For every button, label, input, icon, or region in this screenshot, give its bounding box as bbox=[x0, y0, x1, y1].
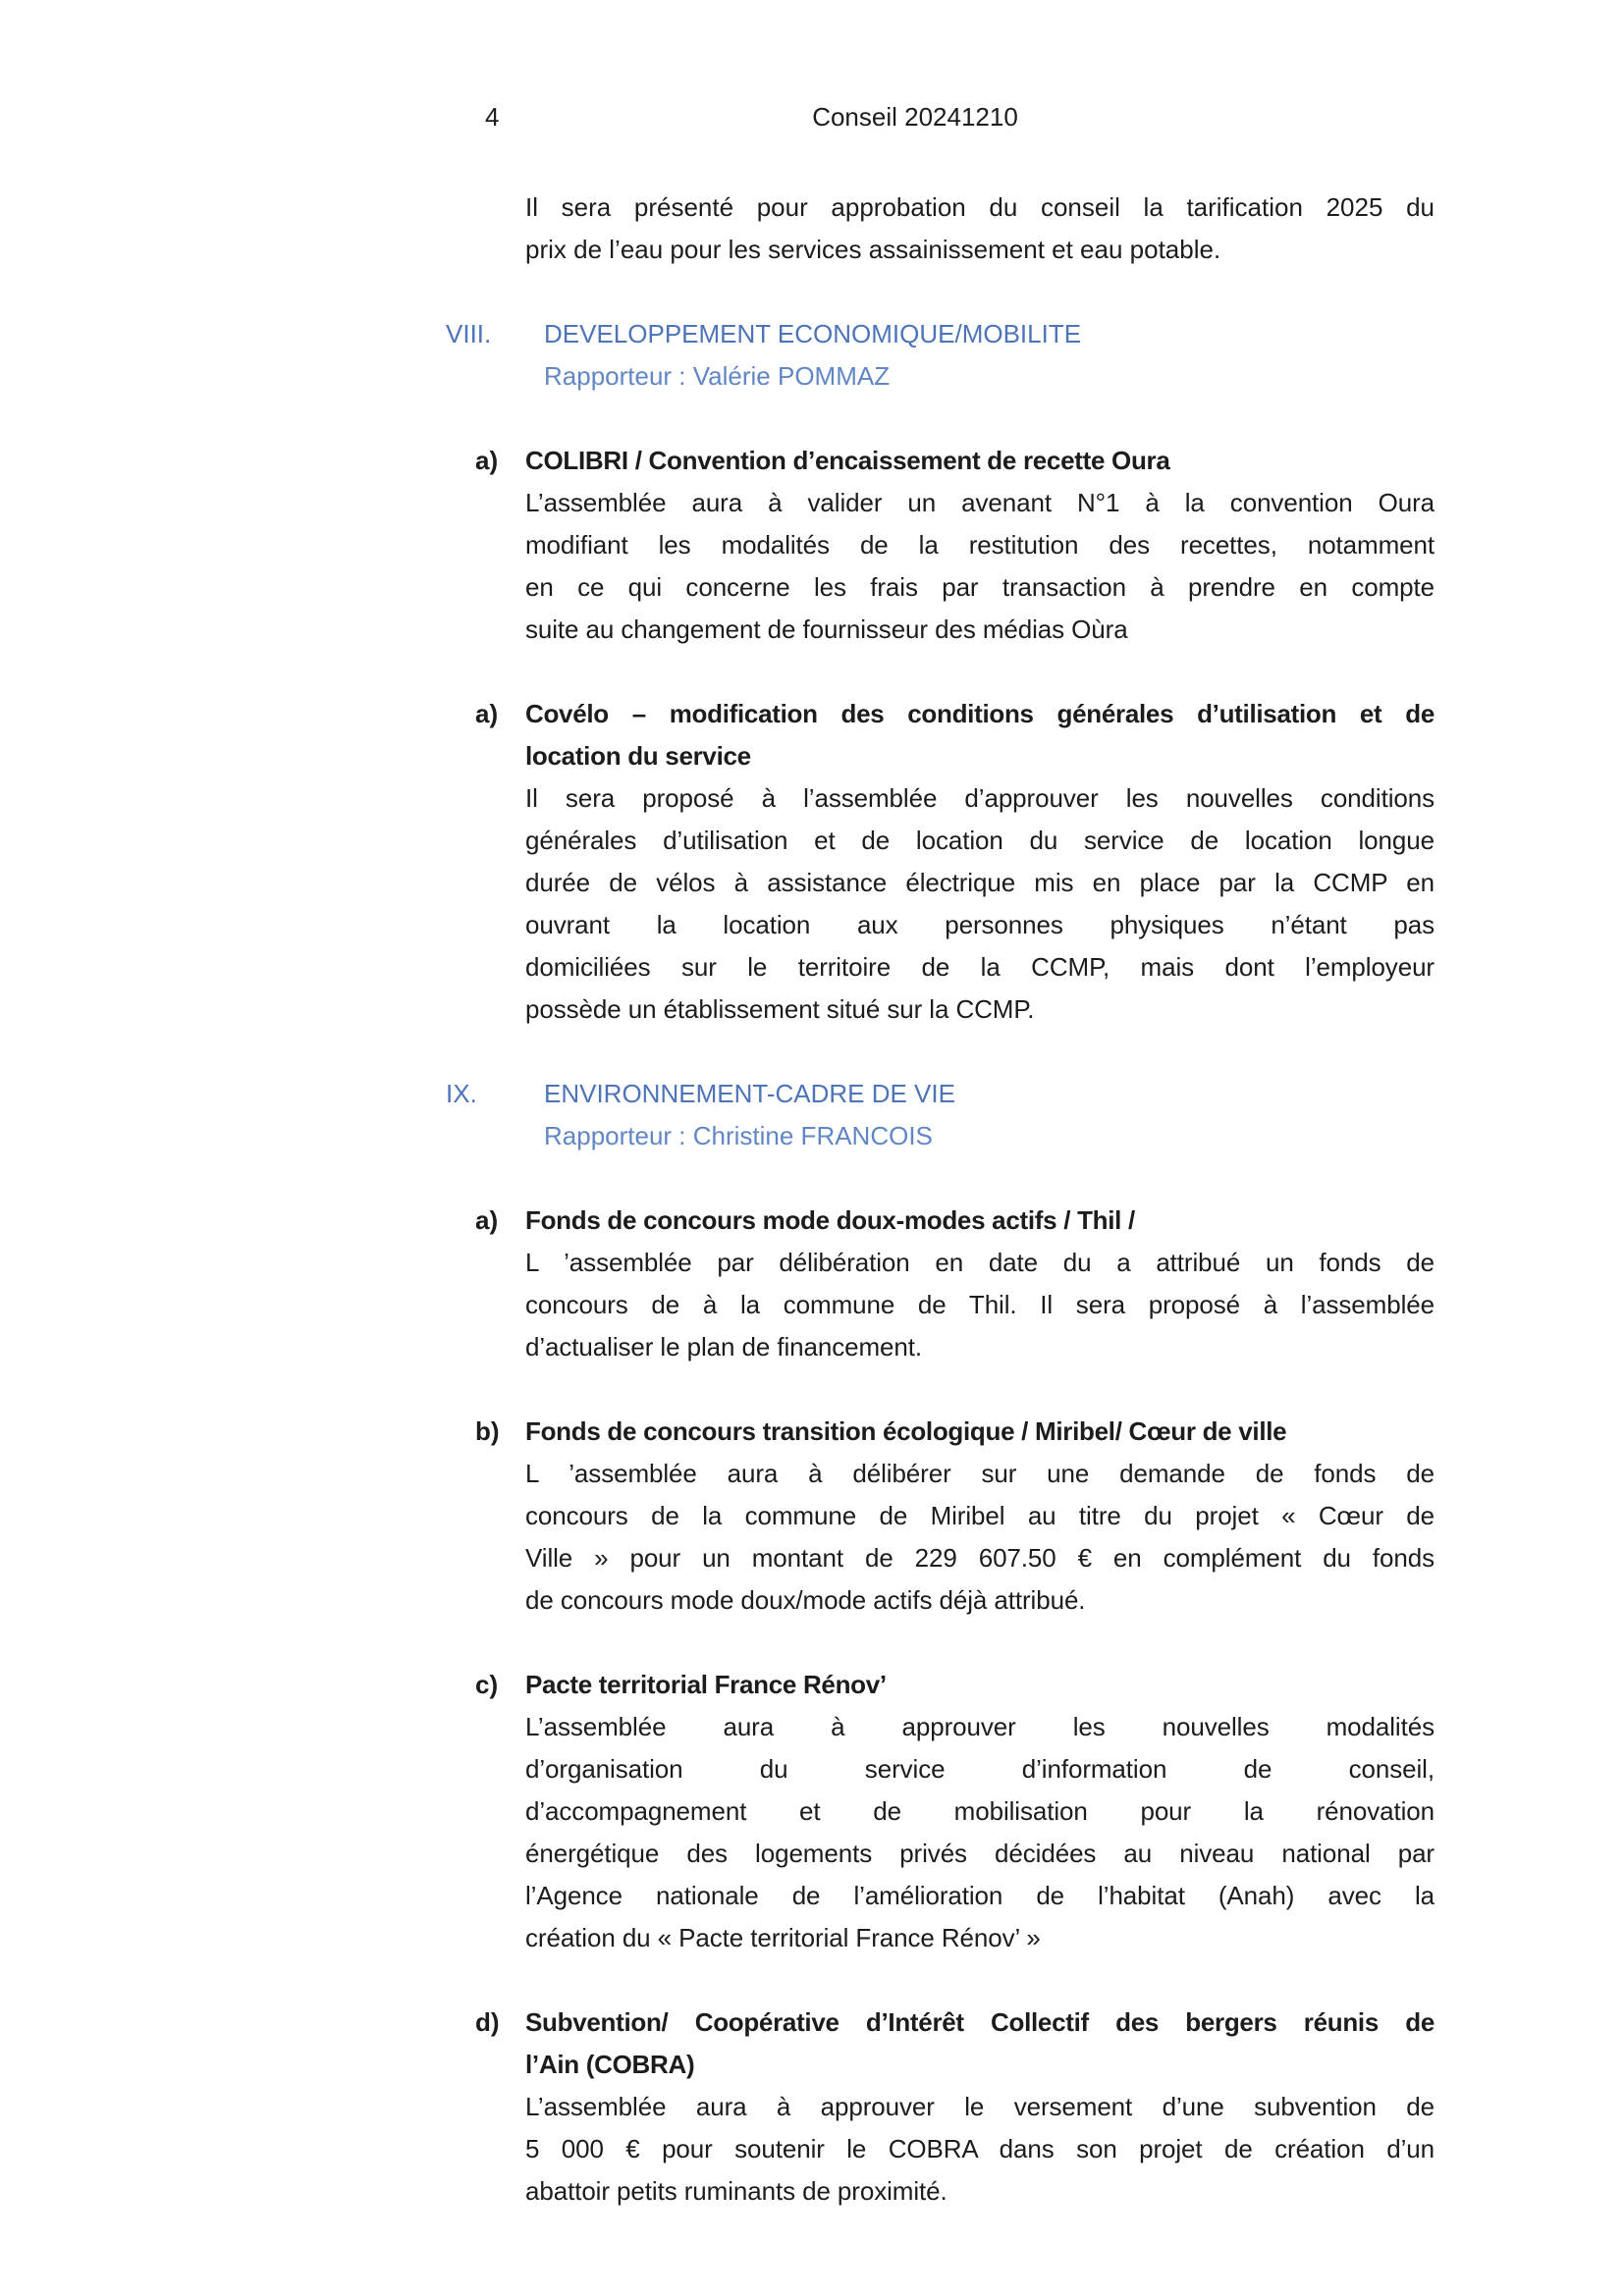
item-body bbox=[525, 2086, 1435, 2213]
text-line: énergétique des logements privés décidées au niveau national par bbox=[525, 1839, 1435, 1868]
page-header bbox=[485, 96, 1435, 138]
text-line: Subvention/ Coopérative d’Intérêt Collectif des bergers réunis de bbox=[525, 2007, 1435, 2037]
text-line: 5 000 € pour soutenir le COBRA dans son projet de création d’un bbox=[525, 2134, 1435, 2163]
text-line: prix de l’eau pour les services assainissement et eau potable. bbox=[525, 235, 1221, 264]
agenda-item-covelo bbox=[475, 693, 1435, 1031]
item-marker: d) bbox=[475, 2007, 500, 2037]
agenda-item-fonds-concours-miribel bbox=[475, 1411, 1435, 1622]
text-line: de concours mode doux/mode actifs déjà attribué. bbox=[525, 1585, 1086, 1615]
section-title: DEVELOPPEMENT ECONOMIQUE/MOBILITE bbox=[544, 319, 1082, 348]
agenda-item-colibri bbox=[475, 440, 1435, 651]
text-line: suite au changement de fournisseur des médias Oùra bbox=[525, 614, 1128, 644]
text-line: abattoir petits ruminants de proximité. bbox=[525, 2176, 947, 2206]
text-line: d’actualiser le plan de financement. bbox=[525, 1332, 922, 1362]
text-line: domiciliées sur le territoire de la CCMP, mais dont l’employeur bbox=[525, 952, 1435, 982]
text-line: générales d’utilisation et de location du service de location longue bbox=[525, 826, 1435, 855]
text-line: durée de vélos à assistance électrique mis en place par la CCMP en bbox=[525, 868, 1435, 897]
item-heading bbox=[525, 440, 1435, 482]
item-body bbox=[525, 482, 1435, 651]
item-heading bbox=[525, 693, 1435, 777]
agenda-item-fonds-concours-thil bbox=[475, 1200, 1435, 1368]
item-heading bbox=[525, 1200, 1435, 1242]
text-line: L’assemblée aura à valider un avenant N°1 à la convention Oura bbox=[525, 488, 1435, 517]
intro-paragraph bbox=[525, 187, 1435, 271]
text-line: concours de à la commune de Thil. Il sera proposé à l’assemblée bbox=[525, 1290, 1435, 1319]
text-line: Covélo – modification des conditions générales d’utilisation et de bbox=[525, 699, 1435, 728]
text-line: d’accompagnement et de mobilisation pour la rénovation bbox=[525, 1796, 1435, 1826]
section-numeral: IX. bbox=[446, 1079, 477, 1108]
text-line: Il sera présenté pour approbation du conseil la tarification 2025 du bbox=[525, 192, 1435, 222]
item-body bbox=[525, 1242, 1435, 1368]
item-body bbox=[525, 1453, 1435, 1622]
section-title: ENVIRONNEMENT-CADRE DE VIE bbox=[544, 1079, 955, 1108]
section-environnement-cadre-de-vie bbox=[446, 1073, 1435, 1157]
text-line: L ’assemblée par délibération en date du a attribué un fonds de bbox=[525, 1248, 1435, 1277]
agenda-item-subvention-cobra bbox=[475, 2002, 1435, 2213]
text-line: ouvrant la location aux personnes physiques n’étant pas bbox=[525, 910, 1435, 939]
item-heading bbox=[525, 1664, 1435, 1706]
text-line: l’Agence nationale de l’amélioration de l’habitat (Anah) avec la bbox=[525, 1881, 1435, 1910]
item-body bbox=[525, 777, 1435, 1031]
item-marker: a) bbox=[475, 1205, 499, 1235]
text-line: Il sera proposé à l’assemblée d’approuver les nouvelles conditions bbox=[525, 783, 1435, 813]
item-marker: b) bbox=[475, 1416, 500, 1446]
item-marker: c) bbox=[475, 1670, 499, 1699]
section-rapporteur: Rapporteur : Christine FRANCOIS bbox=[544, 1121, 933, 1150]
text-line: L’assemblée aura à approuver les nouvelles modalités bbox=[525, 1712, 1435, 1741]
text-line: l’Ain (COBRA) bbox=[525, 2050, 695, 2079]
text-line: Ville » pour un montant de 229 607.50 € en complément du fonds bbox=[525, 1543, 1435, 1573]
text-line: possède un établissement situé sur la CCMP. bbox=[525, 994, 1035, 1024]
agenda-item-pacte-france-renov bbox=[475, 1664, 1435, 1959]
item-heading bbox=[525, 1411, 1435, 1453]
text-line: Fonds de concours mode doux-modes actifs / Thil / bbox=[525, 1205, 1135, 1235]
section-developpement-economique bbox=[446, 313, 1435, 398]
page-number: 4 bbox=[485, 102, 500, 132]
text-line: location du service bbox=[525, 741, 751, 771]
text-line: COLIBRI / Convention d’encaissement de recette Oura bbox=[525, 446, 1170, 475]
text-line: modifiant les modalités de la restitution des recettes, notamment bbox=[525, 530, 1435, 560]
item-heading bbox=[525, 2002, 1435, 2086]
item-marker: a) bbox=[475, 446, 499, 475]
header-title: Conseil 20241210 bbox=[812, 102, 1018, 132]
text-line: d’organisation du service d’information de conseil, bbox=[525, 1754, 1435, 1784]
text-line: en ce qui concerne les frais par transaction à prendre en compte bbox=[525, 572, 1435, 602]
item-body bbox=[525, 1706, 1435, 1959]
text-line: L ’assemblée aura à délibérer sur une demande de fonds de bbox=[525, 1459, 1435, 1488]
text-line: Fonds de concours transition écologique / Miribel/ Cœur de ville bbox=[525, 1416, 1287, 1446]
text-line: création du « Pacte territorial France Rénov’ » bbox=[525, 1923, 1041, 1952]
item-marker: a) bbox=[475, 699, 499, 728]
section-numeral: VIII. bbox=[446, 319, 492, 348]
text-line: Pacte territorial France Rénov’ bbox=[525, 1670, 887, 1699]
section-rapporteur: Rapporteur : Valérie POMMAZ bbox=[544, 361, 891, 391]
text-line: L’assemblée aura à approuver le versement d’une subvention de bbox=[525, 2092, 1435, 2121]
text-line: concours de la commune de Miribel au titre du projet « Cœur de bbox=[525, 1501, 1435, 1530]
